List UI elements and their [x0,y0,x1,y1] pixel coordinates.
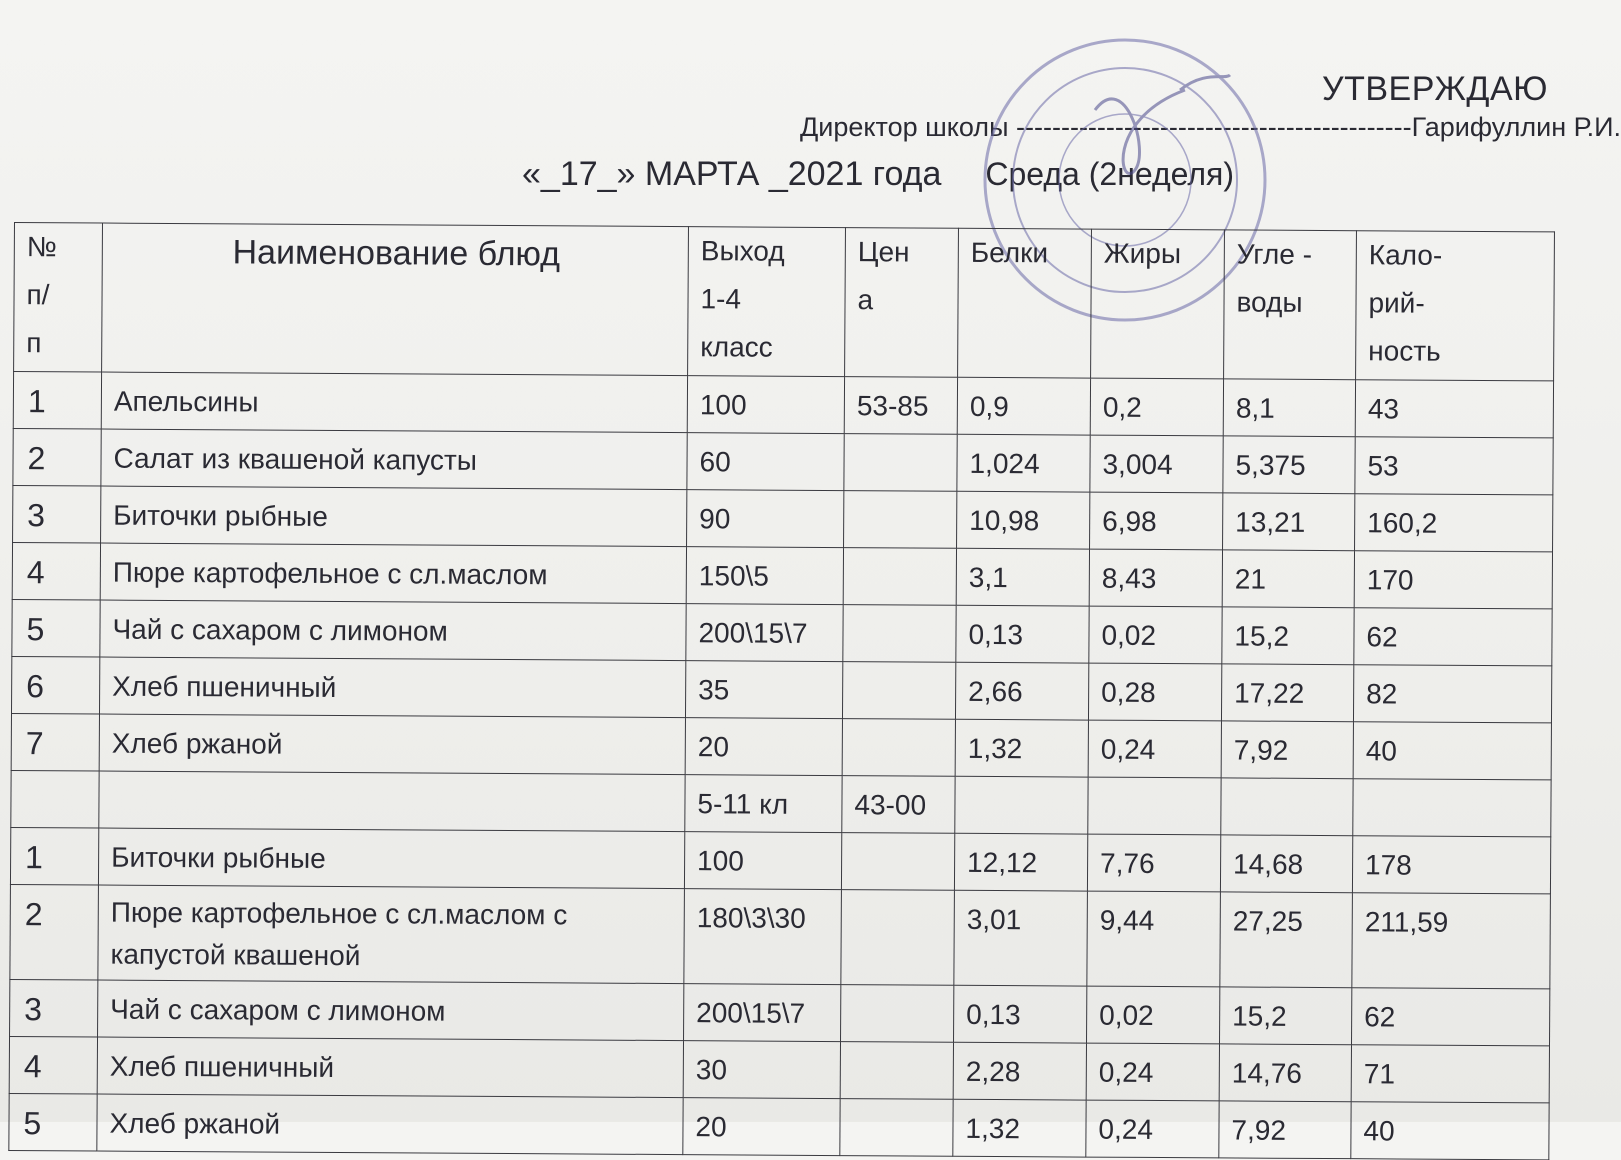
table-row [11,713,1551,779]
cell-fat: 9,44 [1087,891,1221,987]
cell-price [841,985,954,1043]
cell-calories: 178 [1352,836,1550,894]
cell-carbs: 15,2 [1222,607,1354,665]
cell-protein: 1,32 [953,1099,1086,1157]
cell-portion: 200\15\7 [686,604,843,662]
table-row [10,884,1551,988]
col-header-fat: Жиры [1091,229,1225,379]
cell-dish-name: Салат из квашеной капусты [101,429,687,490]
cell-protein: 10,98 [957,491,1090,549]
cell-fat: 7,76 [1087,834,1220,892]
cell-protein: 2,28 [953,1042,1086,1100]
cell-portion: 200\15\7 [684,984,841,1042]
cell-protein: 0,13 [954,985,1087,1043]
table-header-row [14,223,1555,381]
cell-carbs: 8,1 [1223,379,1355,437]
cell-calories: 160,2 [1355,494,1553,552]
col-header-portion: Выход 1-4 класс [688,227,846,377]
cell-grade-group: 5-11 кл [685,775,842,833]
cell-protein: 0,9 [957,377,1090,435]
cell-dish-name: Чай с сахаром с лимоном [98,980,684,1041]
table-row [11,656,1551,722]
cell-number: 2 [10,884,99,980]
table-row [13,372,1553,438]
cell-protein: 3,1 [956,548,1089,606]
cell-protein: 0,13 [956,605,1089,663]
cell-number: 3 [13,485,101,543]
cell-price: 53-85 [844,377,957,435]
cell-number: 5 [9,1093,97,1151]
cell-calories: 211,59 [1352,893,1551,989]
cell-carbs: 21 [1222,550,1354,608]
cell-carbs: 15,2 [1220,987,1352,1045]
cell-fat: 0,2 [1090,378,1223,436]
cell-portion: 20 [683,1098,840,1156]
cell-carbs: 13,21 [1223,493,1355,551]
cell-price [843,605,956,663]
cell-calories: 62 [1354,608,1552,666]
cell-fat: 0,02 [1087,986,1220,1044]
col-header-price: Цен а [845,228,959,378]
director-name: Гарифуллин Р.И. [1411,112,1621,142]
menu-table [8,222,1555,1160]
cell-protein: 1,024 [957,434,1090,492]
cell-calories: 43 [1355,380,1553,438]
cell-dish-name: Хлеб пшеничный [97,1037,683,1098]
cell-number [11,770,99,828]
cell-price [841,833,954,891]
table-row [10,827,1550,893]
cell-calories: 40 [1353,722,1551,780]
cell-portion: 30 [683,1041,840,1099]
table-row [13,485,1553,551]
cell-portion: 180\3\30 [684,889,842,985]
cell-protein: 1,32 [955,719,1088,777]
cell-carbs: 17,22 [1221,664,1353,722]
cell-dish-name: Апельсины [101,372,687,433]
cell-price [840,1099,953,1157]
cell-dish-name: Чай с сахаром с лимоном [100,600,686,661]
col-header-calories: Кало- рий- ность [1356,231,1555,381]
director-label: Директор школы [800,112,1009,142]
cell-number: 7 [11,713,99,771]
cell-price: 43-00 [842,776,955,834]
cell-protein: 12,12 [954,833,1087,891]
cell-carbs: 14,76 [1219,1044,1351,1102]
menu-date: «_17_» МАРТА _2021 года [522,155,942,193]
cell-number: 6 [11,656,99,714]
cell-protein: 3,01 [954,890,1088,986]
cell-number: 1 [13,372,101,430]
table-row [9,1093,1549,1159]
cell-price [842,719,955,777]
table-row [9,1036,1549,1102]
cell-fat: 0,24 [1086,1043,1219,1101]
signature-line: -------------------------------------------- [1016,112,1412,142]
cell-fat: 0,24 [1086,1100,1219,1158]
cell-number: 4 [9,1036,97,1094]
cell-portion: 100 [687,376,844,434]
cell-portion: 35 [685,661,842,719]
menu-weekday: Среда (2неделя) [985,156,1235,192]
cell-portion: 20 [685,718,842,776]
cell-number: 2 [13,428,101,486]
cell-calories: 71 [1351,1045,1549,1103]
cell-portion: 60 [687,433,844,491]
cell-fat: 0,02 [1089,606,1222,664]
col-header-protein: Белки [958,228,1092,378]
cell-calories: 53 [1355,437,1553,495]
approve-heading: УТВЕРЖДАЮ [1322,70,1548,108]
cell-calories: 170 [1354,551,1552,609]
table-row [12,542,1552,608]
cell-carbs: 14,68 [1220,835,1352,893]
cell-fat [1088,777,1221,835]
cell-fat: 3,004 [1090,435,1223,493]
cell-carbs: 27,25 [1220,892,1353,988]
cell-price [844,434,957,492]
cell-calories: 82 [1353,665,1551,723]
cell-number: 3 [10,979,98,1037]
cell-dish-name [99,771,685,832]
cell-dish-name: Биточки рыбные [101,486,687,547]
cell-dish-name: Пюре картофельное с сл.маслом с капустой квашеной [98,885,685,984]
cell-dish-name: Биточки рыбные [98,828,684,889]
cell-price [842,662,955,720]
cell-portion: 150\5 [686,547,843,605]
cell-number: 1 [10,827,98,885]
cell-protein [955,776,1088,834]
cell-dish-name: Хлеб ржаной [97,1094,683,1155]
cell-carbs [1221,778,1353,836]
table-row [10,979,1550,1045]
cell-calories: 62 [1351,988,1549,1046]
col-header-carbs: Угле - воды [1224,230,1357,380]
cell-calories [1353,779,1551,837]
cell-number: 5 [12,599,100,657]
col-header-dish-name: Наименование блюд [102,223,689,376]
cell-fat: 0,28 [1088,663,1221,721]
table-row [13,428,1553,494]
cell-carbs: 7,92 [1221,721,1353,779]
cell-protein: 2,66 [955,662,1088,720]
cell-price [843,548,956,606]
col-header-number: № п/ п [14,223,103,373]
table-row [12,599,1552,665]
cell-carbs: 5,375 [1223,436,1355,494]
cell-portion: 100 [684,832,841,890]
cell-price [840,1042,953,1100]
cell-price [841,890,955,986]
cell-fat: 6,98 [1090,492,1223,550]
cell-price [844,491,957,549]
cell-carbs: 7,92 [1219,1101,1351,1159]
cell-calories: 40 [1351,1102,1549,1160]
cell-dish-name: Хлеб ржаной [99,714,685,775]
cell-number: 4 [12,542,100,600]
cell-dish-name: Пюре картофельное с сл.маслом [100,543,686,604]
cell-fat: 8,43 [1089,549,1222,607]
cell-portion: 90 [687,490,844,548]
cell-dish-name: Хлеб пшеничный [99,657,685,718]
cell-fat: 0,24 [1088,720,1221,778]
table-row-group-separator [11,770,1551,836]
